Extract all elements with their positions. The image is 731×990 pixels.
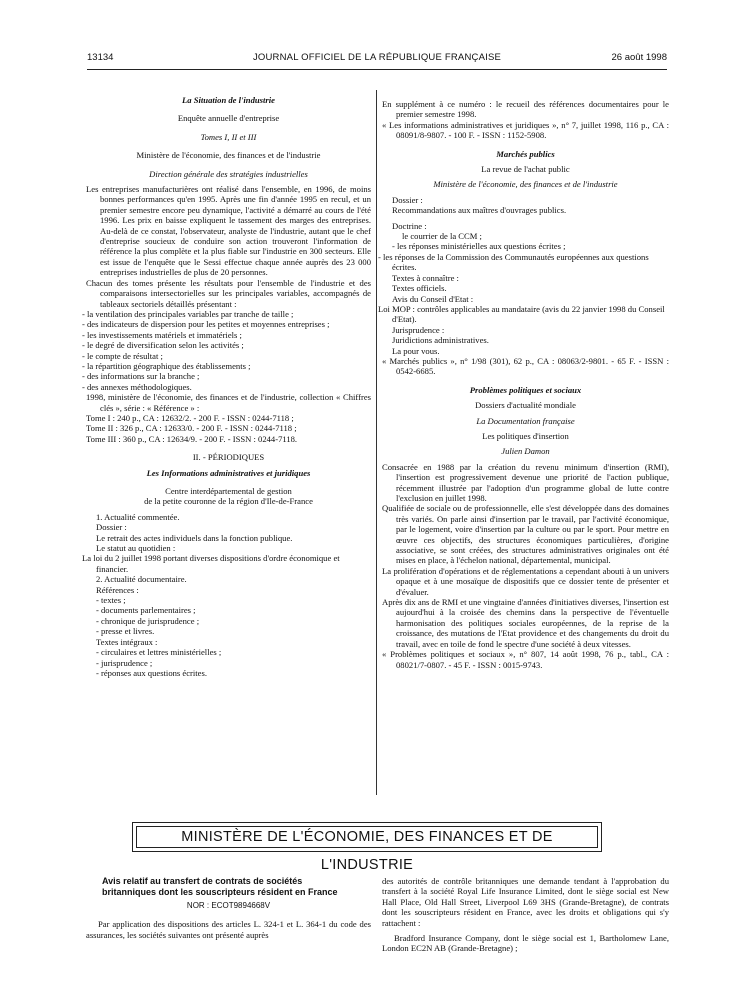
supplement: En supplément à ce numéro : le recueil des références documentaires pour le premier semestre 1998. <box>382 99 669 120</box>
content-item: Recommandations aux maîtres d'ouvrages publics. <box>392 205 567 216</box>
content-item: - réponses aux questions écrites. <box>96 667 207 678</box>
journal-title: JOURNAL OFFICIEL DE LA RÉPUBLIQUE FRANÇAISE <box>252 52 502 63</box>
avis-title: Avis relatif au transfert de contrats de sociétés britanniques dont les souscripteurs résident en France <box>102 876 338 897</box>
paragraph: Les entreprises manufacturières ont réalisé dans l'ensemble, en 1996, de moins bonnes performances qu'en 1995. Après une fin d'année 1995 en recul, et un premier semestre encore peu dynamique, l'activité a démarré au cours de l'été 1996. Les prix en baisse expliquent le tassement des marges des entreprises. Au-delà de ce constat, l'observateur, analyste de l'industrie, autant que le chef d'entreprise soucieux de conduire son action trouveront l'information de référence la plus complète et la plus fiable sur l'industrie en 300 secteurs. Elle est issue de l'enquête que le Sessi effectue chaque année auprès des 23 000 entreprises industrielles de plus de 20 personnes. <box>86 184 371 278</box>
content-item: La loi du 2 juillet 1998 portant diverses dispositions d'ordre économique et financier. <box>82 553 340 574</box>
reference: « Problèmes politiques et sociaux », n° 807, 14 août 1998, 76 p., tabl., CA : 08021/7-0807. - 45 F. - ISSN : 0015-9743. <box>382 649 669 670</box>
nor-reference: NOR : ECOT9894668V <box>186 901 271 910</box>
content-item: 2. Actualité documentaire. <box>96 574 187 585</box>
list-item: - la répartition géographique des établissements ; <box>82 360 251 371</box>
content-item: Le statut au quotidien : <box>96 543 176 554</box>
periodical-title: Problèmes politiques et sociaux <box>469 384 582 395</box>
pp-subtitle: Les politiques d'insertion <box>482 430 569 441</box>
header-rule <box>87 69 667 70</box>
page-number: 13134 <box>87 52 114 63</box>
reference: « Marchés publics », n° 1/98 (301), 62 p., CA : 08063/2-9801. - 65 F. - ISSN : 0542-6685. <box>382 355 669 377</box>
tome-ref: Tome I : 240 p., CA : 12632/2. - 200 F. - ISSN : 0244-7118 ; <box>86 412 294 423</box>
paragraph: Par application des dispositions des articles L. 324-1 et L. 364-1 du code des assurances, les sociétés suivantes ont présenté auprès <box>86 919 371 940</box>
issue-date: 26 août 1998 <box>611 52 667 63</box>
section-title: La Situation de l'industrie <box>182 95 275 105</box>
content-item: Dossier : <box>392 194 423 205</box>
list-item: - la ventilation des principales variables par tranche de taille ; <box>82 308 294 319</box>
subtitle: Enquête annuelle d'entreprise <box>177 113 280 124</box>
list-item: - des indicateurs de dispersion pour les petites et moyennes entreprises ; <box>82 319 330 330</box>
content-item: - les réponses ministérielles aux questions écrites ; <box>392 241 566 252</box>
content-item: Doctrine : <box>392 220 427 231</box>
content-item: Jurisprudence : <box>392 324 445 335</box>
content-item: Textes intégraux : <box>96 636 158 647</box>
content-item: le courrier de la CCM ; <box>402 231 482 242</box>
tomes: Tomes I, II et III <box>200 131 257 142</box>
content-item: La pour vous. <box>392 345 440 356</box>
paragraph: Après dix ans de RMI et une vingtaine d'années d'initiatives diverses, l'insertion est aujourd'hui à la croisée des chemins dans la perspective de l'éventuelle harmonisation des politiques sociales européennes, de la reprise de la croissance, des mutations de l'Etat providence et des changements du droit du travail, avec en toile de fond le spectre d'une société à deux vitesses. <box>382 597 669 649</box>
list-item: - des informations sur la branche ; <box>82 371 200 382</box>
bibliography: 1998, ministère de l'économie, des finances et de l'industrie, collection « Chiffres clés », série : « Référence » : <box>86 392 371 413</box>
dossiers: Dossiers d'actualité mondiale <box>475 400 576 411</box>
content-item: Le retrait des actes individuels dans la fonction publique. <box>96 532 293 543</box>
periodical-title: Marchés publics <box>496 148 555 159</box>
section-heading: II. - PÉRIODIQUES <box>192 452 265 463</box>
content-item: - chronique de jurisprudence ; <box>96 615 200 626</box>
list-item: - le degré de diversification selon les activités ; <box>82 340 244 351</box>
content-item: Textes officiels. <box>392 283 447 294</box>
page-header <box>87 52 667 68</box>
ministere: Ministère de l'économie, des finances et de l'industrie <box>433 179 618 190</box>
content-item: - presse et livres. <box>96 626 155 637</box>
paragraph: La prolifération d'opérations et de réglementations a cependant abouti à un univers opaque et à une mosaïque de dispositifs que ce dossier tente de présenter et d'évaluer. <box>382 565 669 597</box>
content-item: Loi MOP : contrôles applicables au mandataire (avis du 22 janvier 1998 du Conseil d'Etat). <box>378 303 665 325</box>
content-item: Dossier : <box>96 522 127 533</box>
revue: La revue de l'achat public <box>481 164 570 175</box>
content-item: - jurisprudence ; <box>96 657 153 668</box>
list-item: - les investissements matériels et immatériels ; <box>82 329 242 340</box>
paragraph: Chacun des tomes présente les résultats pour l'ensemble de l'industrie et des comparaisons intersectorielles sur les principales variables, accompagnés de tableaux sectoriels détaillés présentant : <box>86 277 371 309</box>
ministry-banner: MINISTÈRE DE L'ÉCONOMIE, DES FINANCES ET DE L'INDUSTRIE <box>132 822 602 852</box>
ministere: Ministère de l'économie, des finances et de l'industrie <box>136 150 321 161</box>
content-item: Références : <box>96 584 139 595</box>
content-item: Juridictions administratives. <box>392 335 489 346</box>
content-item: Textes à connaître : <box>392 272 459 283</box>
content-item: - textes ; <box>96 595 126 606</box>
left-column <box>82 95 371 678</box>
tome-ref: Tome II : 326 p., CA : 12633/0. - 200 F. - ISSN : 0244-7118 ; <box>86 423 297 434</box>
paragraph: des autorités de contrôle britanniques une demande tendant à l'approbation du transfert à la société Royal Life Insurance Limited, dont le siège social est New Hall Place, Old Hall Street, Liverpool L69 3HS (Grande-Bretagne), de contrats dont les souscripteurs résident en France, avec les droits et obligations qui s'y rattachent : <box>382 876 669 928</box>
avis-left-column <box>86 876 371 940</box>
content-item: 1. Actualité commentée. <box>96 511 180 522</box>
periodical-title: Les Informations administratives et juridiques <box>146 467 311 478</box>
reference: « Les informations administratives et juridiques », n° 7, juillet 1998, 116 p., CA : 08091/8-9807. - 100 F. - ISSN : 1152-5908. <box>382 119 669 141</box>
paragraph: Consacrée en 1988 par la création du revenu minimum d'insertion (RMI), l'insertion est progressivement devenue une priorité de l'action publique, récemment illustrée par l'adoption d'un programme global de lutte contre l'exclusion en juillet 1998. <box>382 461 669 503</box>
publisher: La Documentation française <box>476 415 575 426</box>
avis-right-column <box>382 876 669 954</box>
paragraph: Bradford Insurance Company, dont le siège social est 1, Bartholomew Lane, London EC2N AB (Grande-Bretagne) ; <box>382 933 669 954</box>
centre-line: Centre interdépartemental de gestion <box>165 486 292 496</box>
author: Julien Damon <box>501 446 550 457</box>
content-item: - les réponses de la Commission des Communautés européennes aux questions écrites. <box>378 251 649 273</box>
list-item: - le compte de résultat ; <box>82 350 163 361</box>
paragraph: Qualifiée de sociale ou de professionnelle, elle s'est développée dans des domaines très variés. On parle ainsi d'insertion par le travail, par l'activité économique, par le logement, voire d'insertion par la culture ou par le sport. Pour mettre en œuvre ces objectifs, des structures économiques particulières, d'origine associative, se sont créées, des structures administratives originales ont été mises en place, à l'échelon national, départemental, municipal. <box>382 503 669 566</box>
right-column <box>378 99 669 670</box>
direction: Direction générale des stratégies industrielles <box>149 168 308 179</box>
centre-line: de la petite couronne de la région d'Ile-de-France <box>144 496 313 507</box>
list-item: - des annexes méthodologiques. <box>82 381 192 392</box>
tome-ref: Tome III : 360 p., CA : 12634/9. - 200 F. - ISSN : 0244-7118. <box>86 433 298 444</box>
content-item: - circulaires et lettres ministérielles ; <box>96 647 222 658</box>
content-item: Avis du Conseil d'Etat : <box>392 293 474 304</box>
column-divider <box>376 90 377 795</box>
content-item: - documents parlementaires ; <box>96 605 196 616</box>
